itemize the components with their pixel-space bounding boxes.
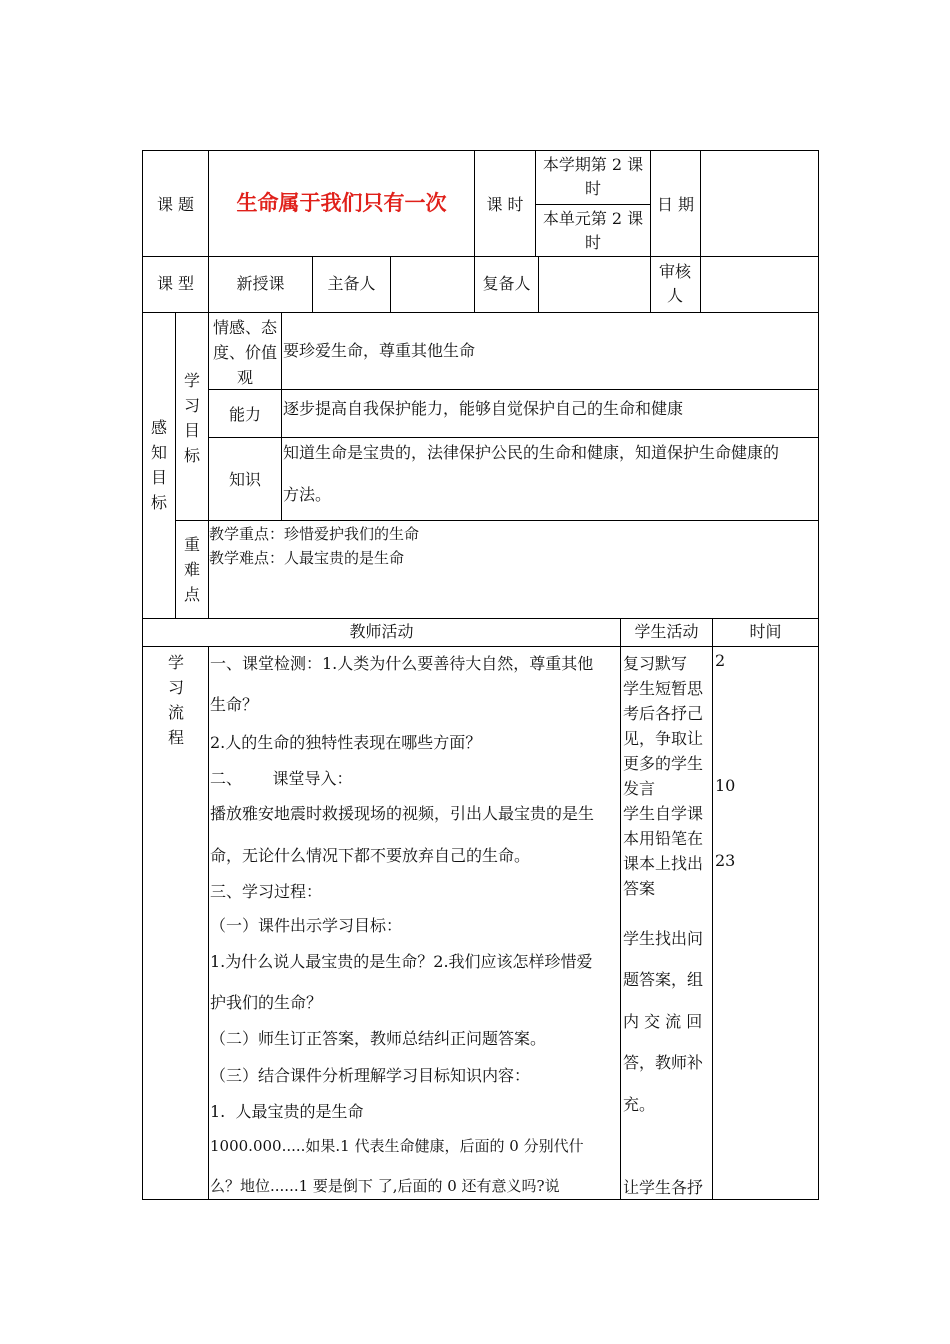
ability-label: 能力 xyxy=(228,405,261,424)
topic-label: 课 题 xyxy=(156,195,195,214)
teacher-line: （二）师生订正答案，教师总结纠正问题答案。 xyxy=(210,1029,547,1048)
student-line: 内 交 流 回 xyxy=(623,1012,703,1031)
emotion-goal: 要珍爱生命，尊重其他生命 xyxy=(283,341,476,360)
teacher-line: 么？地位......1 要是倒下 了,后面的 0 还有意义吗?说 xyxy=(210,1177,560,1195)
key-point: 教学重点：珍惜爱护我们的生命 xyxy=(209,525,420,543)
student-line: 答案 xyxy=(623,879,656,898)
student-line: 课本上找出 xyxy=(623,854,704,873)
teacher-line: 1. 人最宝贵的是生命 xyxy=(210,1102,364,1121)
student-activity-header: 学生活动 xyxy=(634,622,699,641)
term-lesson-count: 本学期第 2 课时 xyxy=(542,155,644,198)
teacher-line: 一、课堂检测：1.人类为什么要善待大自然，尊重其他 xyxy=(210,654,594,673)
student-line: 学生自学课 xyxy=(623,804,704,823)
student-line: 考后各抒己 xyxy=(623,704,704,723)
perception-goals-label: 感知目标 xyxy=(150,418,167,512)
time-value: 10 xyxy=(715,776,736,795)
teacher-line: （三）结合课件分析理解学习目标知识内容： xyxy=(210,1066,531,1085)
date-value xyxy=(701,151,818,256)
knowledge-goal-line2: 方法。 xyxy=(283,485,332,504)
student-activity-content xyxy=(623,0,712,1199)
student-line: 题答案，组 xyxy=(623,970,704,989)
teacher-line: 1.为什么说人最宝贵的是生命？2.我们应该怎样珍惜爱 xyxy=(210,952,593,971)
lead-preparer-label: 主备人 xyxy=(327,274,376,293)
learning-flow-label: 学习流程 xyxy=(167,653,184,747)
student-line: 复习默写 xyxy=(623,654,688,673)
time-value: 2 xyxy=(715,651,726,670)
reviewer-label: 审核人 xyxy=(658,262,691,305)
teacher-line: （一）课件出示学习目标： xyxy=(210,916,403,935)
teacher-line: 播放雅安地震时救援现场的视频，引出人最宝贵的是生 xyxy=(210,804,595,823)
student-line: 学生短暂思 xyxy=(623,679,704,698)
lesson-title: 生命属于我们只有一次 xyxy=(236,190,447,215)
time-header: 时间 xyxy=(749,622,782,641)
unit-lesson-count: 本单元第 2 课时 xyxy=(542,209,644,252)
knowledge-goal-line1: 知道生命是宝贵的，法律保护公民的生命和健康，知道保护生命健康的 xyxy=(283,443,780,462)
knowledge-label: 知识 xyxy=(228,470,261,489)
period-label: 课 时 xyxy=(486,195,524,214)
teacher-line: 1000.000.....如果.1 代表生命健康，后面的 0 分别代什 xyxy=(210,1137,584,1155)
student-line: 发言 xyxy=(623,779,656,798)
emotion-label: 情感、态度、价值观 xyxy=(212,318,277,387)
date-label: 日 期 xyxy=(656,195,695,214)
ability-goal: 逐步提高自我保护能力，能够自觉保护自己的生命和健康 xyxy=(283,399,684,418)
student-line: 本用铅笔在 xyxy=(623,829,704,848)
student-line: 充。 xyxy=(623,1095,656,1114)
teacher-line: 三、学习过程： xyxy=(210,882,323,901)
key-difficult-label: 重难点 xyxy=(183,535,200,604)
teacher-activity-content xyxy=(210,0,620,1199)
teacher-activity-header: 教师活动 xyxy=(349,622,414,641)
learning-goals-label: 学习目标 xyxy=(183,371,200,465)
student-line: 答，教师补 xyxy=(623,1053,704,1072)
teacher-line: 命，无论什么情况下都不要放弃自己的生命。 xyxy=(210,846,531,865)
student-line: 见，争取让 xyxy=(623,729,704,748)
teacher-line: 生命？ xyxy=(210,695,259,714)
teacher-line: 二、 课堂导入： xyxy=(210,769,353,788)
student-line: 更多的学生 xyxy=(623,754,704,773)
co-preparer-label: 复备人 xyxy=(482,274,531,293)
lesson-type-label: 课 型 xyxy=(156,274,195,293)
teacher-line: 2.人的生命的独特性表现在哪些方面？ xyxy=(210,733,482,752)
teacher-line: 护我们的生命？ xyxy=(210,993,323,1012)
lesson-type-value: 新授课 xyxy=(236,274,285,293)
difficult-point: 教学难点：人最宝贵的是生命 xyxy=(209,549,405,567)
time-value: 23 xyxy=(715,851,736,870)
student-line: 让学生各抒 xyxy=(623,1178,704,1197)
student-line: 学生找出问 xyxy=(623,929,704,948)
